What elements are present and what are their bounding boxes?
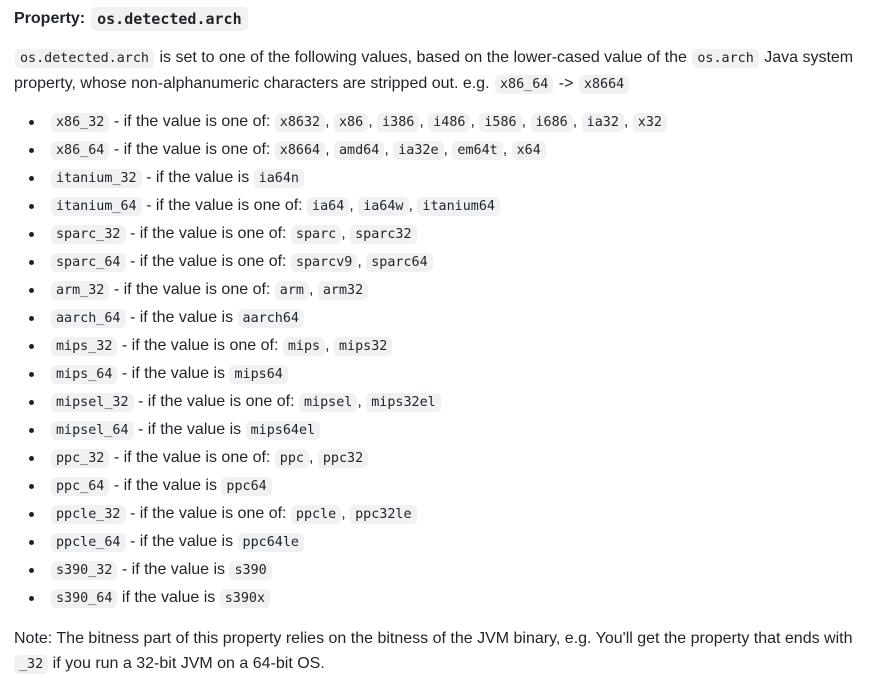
value-separator: ,	[419, 113, 429, 130]
bullet-dot	[29, 288, 34, 293]
value-separator: ,	[325, 141, 334, 158]
arch-list-item	[14, 474, 859, 502]
os-arch-value-code: mips	[283, 337, 325, 356]
arch-description: - if the value is	[117, 561, 230, 578]
os-arch-value-code: sparc32	[350, 225, 416, 244]
arch-name-code: mips_64	[51, 365, 117, 384]
os-arch-value-code: x8664	[275, 141, 325, 160]
os-arch-value-code: amd64	[334, 141, 384, 160]
intro-text-1: is set to one of the following values, based on the lower-cased value of the	[155, 49, 692, 66]
arch-name-code: x86_64	[51, 141, 109, 160]
arch-list-item	[14, 446, 859, 474]
note-text-2: if you run a 32-bit JVM on a 64-bit OS.	[48, 655, 325, 672]
bullet-dot	[29, 596, 34, 601]
property-label: Property:	[14, 10, 86, 27]
os-arch-value-code: i686	[531, 113, 573, 132]
value-separator: ,	[341, 505, 351, 522]
value-separator: ,	[357, 393, 367, 410]
os-arch-value-code: ia64	[307, 197, 349, 216]
arch-description: - if the value is one of:	[109, 141, 275, 158]
os-arch-value-code: s390	[229, 561, 271, 580]
value-separator: ,	[308, 281, 318, 298]
note-text-1: Note: The bitness part of this property relies on the bitness of the JVM binary, e.g. You'll get the property that ends with	[14, 630, 853, 647]
arch-name-code: aarch_64	[51, 309, 126, 328]
arch-description: - if the value is	[125, 533, 238, 550]
os-arch-value-code: ia64n	[254, 169, 304, 188]
property-heading	[14, 6, 248, 32]
arch-name-code: mipsel_32	[51, 393, 134, 412]
intro-text-2: Java system property, whose non-alphanumeric characters are stripped out. e.g.	[14, 49, 854, 92]
os-arch-value-code: x8632	[275, 113, 325, 132]
arch-name-code: x86_32	[51, 113, 109, 132]
os-arch-value-code: sparc64	[366, 253, 432, 272]
arch-list-item	[14, 586, 859, 614]
value-separator: ,	[308, 449, 318, 466]
os-arch-value-code: ia32	[582, 113, 624, 132]
os-arch-value-code: ppc64	[221, 477, 271, 496]
bullet-dot	[29, 232, 34, 237]
arch-description: - if the value is	[141, 169, 254, 186]
bullet-dot	[29, 568, 34, 573]
arch-name-code: sparc_64	[51, 253, 126, 272]
bullet-dot	[29, 120, 34, 125]
note-paragraph	[14, 626, 859, 677]
value-separator: ,	[325, 337, 334, 354]
value-separator: ,	[470, 113, 480, 130]
value-separator: ,	[368, 113, 378, 130]
arch-description: - if the value is one of:	[109, 281, 275, 298]
bullet-dot	[29, 428, 34, 433]
value-separator: ,	[325, 113, 334, 130]
bullet-dot	[29, 484, 34, 489]
bullet-dot	[29, 540, 34, 545]
os-arch-value-code: mips64	[229, 365, 287, 384]
os-arch-value-code: arm	[275, 281, 309, 300]
os-arch-value-code: mips32	[334, 337, 392, 356]
bullet-dot	[29, 512, 34, 517]
arch-name-code: itanium_64	[51, 197, 142, 216]
arch-description: if the value is	[117, 589, 220, 606]
os-arch-value-code: ppcle	[291, 505, 341, 524]
note-suffix-code: _32	[14, 655, 48, 674]
os-arch-value-code: s390x	[220, 589, 270, 608]
os-arch-value-code: aarch64	[238, 309, 304, 328]
intro-java-prop-code: os.arch	[692, 49, 758, 68]
value-separator: ,	[408, 197, 418, 214]
os-arch-value-code: x86	[334, 113, 368, 132]
arch-list-item	[14, 110, 859, 138]
arch-list-item	[14, 530, 859, 558]
arch-list-item	[14, 558, 859, 586]
os-arch-value-code: itanium64	[417, 197, 500, 216]
bullet-dot	[29, 400, 34, 405]
property-name-code: os.detected.arch	[91, 7, 248, 31]
value-separator: ,	[384, 141, 394, 158]
arch-description: - if the value is one of:	[133, 393, 299, 410]
arch-list-item	[14, 250, 859, 278]
arch-description: - if the value is	[133, 421, 246, 438]
arch-list-item	[14, 194, 859, 222]
os-arch-value-code: ppc32le	[350, 505, 416, 524]
os-arch-value-code: x32	[633, 113, 667, 132]
os-arch-value-code: ppc64le	[238, 533, 304, 552]
arch-description: - if the value is	[109, 477, 222, 494]
bullet-dot	[29, 148, 34, 153]
arch-list-item	[14, 418, 859, 446]
arch-name-code: ppcle_32	[51, 505, 126, 524]
bullet-dot	[29, 260, 34, 265]
arch-description: - if the value is one of:	[109, 449, 275, 466]
value-separator: ,	[623, 113, 633, 130]
arch-list-item	[14, 390, 859, 418]
arch-name-code: mipsel_64	[51, 421, 134, 440]
bullet-dot	[29, 316, 34, 321]
os-arch-value-code: mipsel	[299, 393, 357, 412]
arch-name-code: ppc_32	[51, 449, 109, 468]
value-separator: ,	[443, 141, 453, 158]
value-separator: ,	[341, 225, 351, 242]
bullet-dot	[29, 344, 34, 349]
arch-name-code: s390_64	[51, 589, 117, 608]
os-arch-value-code: ppc32	[318, 449, 368, 468]
os-arch-value-code: i586	[479, 113, 521, 132]
os-arch-value-code: ia64w	[358, 197, 408, 216]
bullet-dot	[29, 176, 34, 181]
arch-list-item	[14, 166, 859, 194]
example-arrow: ->	[554, 75, 578, 92]
bullet-dot	[29, 456, 34, 461]
arch-description: - if the value is	[125, 309, 238, 326]
os-arch-value-code: mips32el	[366, 393, 441, 412]
intro-property-code: os.detected.arch	[15, 49, 154, 68]
os-arch-value-code: ia32e	[393, 141, 443, 160]
value-separator: ,	[502, 141, 512, 158]
os-arch-value-code: ppc	[275, 449, 309, 468]
arch-description: - if the value is one of:	[125, 225, 291, 242]
os-arch-value-code: i486	[428, 113, 470, 132]
value-separator: ,	[521, 113, 531, 130]
arch-name-code: ppcle_64	[51, 533, 126, 552]
intro-paragraph	[14, 45, 859, 97]
os-arch-value-code: em64t	[452, 141, 502, 160]
example-from-code: x86_64	[495, 75, 553, 94]
bullet-dot	[29, 204, 34, 209]
arch-description: - if the value is one of:	[117, 337, 283, 354]
arch-name-code: ppc_64	[51, 477, 109, 496]
value-separator: ,	[572, 113, 582, 130]
example-to-code: x8664	[579, 75, 629, 94]
arch-list-item	[14, 362, 859, 390]
arch-description: - if the value is one of:	[109, 113, 275, 130]
arch-description: - if the value is one of:	[125, 505, 291, 522]
arch-name-code: arm_32	[51, 281, 109, 300]
arch-description: - if the value is one of:	[141, 197, 308, 214]
arch-list-item	[14, 138, 859, 166]
os-arch-value-code: sparc	[291, 225, 341, 244]
arch-list-item	[14, 278, 859, 306]
value-separator: ,	[357, 253, 367, 270]
arch-name-code: sparc_32	[51, 225, 126, 244]
bullet-dot	[29, 372, 34, 377]
os-arch-value-code: mips64el	[246, 421, 321, 440]
arch-description: - if the value is one of:	[125, 253, 291, 270]
arch-list-item	[14, 222, 859, 250]
value-separator: ,	[349, 197, 359, 214]
os-arch-value-code: arm32	[318, 281, 368, 300]
arch-name-code: mips_32	[51, 337, 117, 356]
arch-list-item	[14, 502, 859, 530]
os-arch-value-code: sparcv9	[291, 253, 357, 272]
arch-name-code: s390_32	[51, 561, 117, 580]
arch-list-item	[14, 306, 859, 334]
arch-description: - if the value is	[117, 365, 230, 382]
arch-list-item	[14, 334, 859, 362]
arch-name-code: itanium_32	[51, 169, 142, 188]
os-arch-value-code: i386	[377, 113, 419, 132]
os-arch-value-code: x64	[512, 141, 546, 160]
arch-value-list	[14, 110, 859, 614]
